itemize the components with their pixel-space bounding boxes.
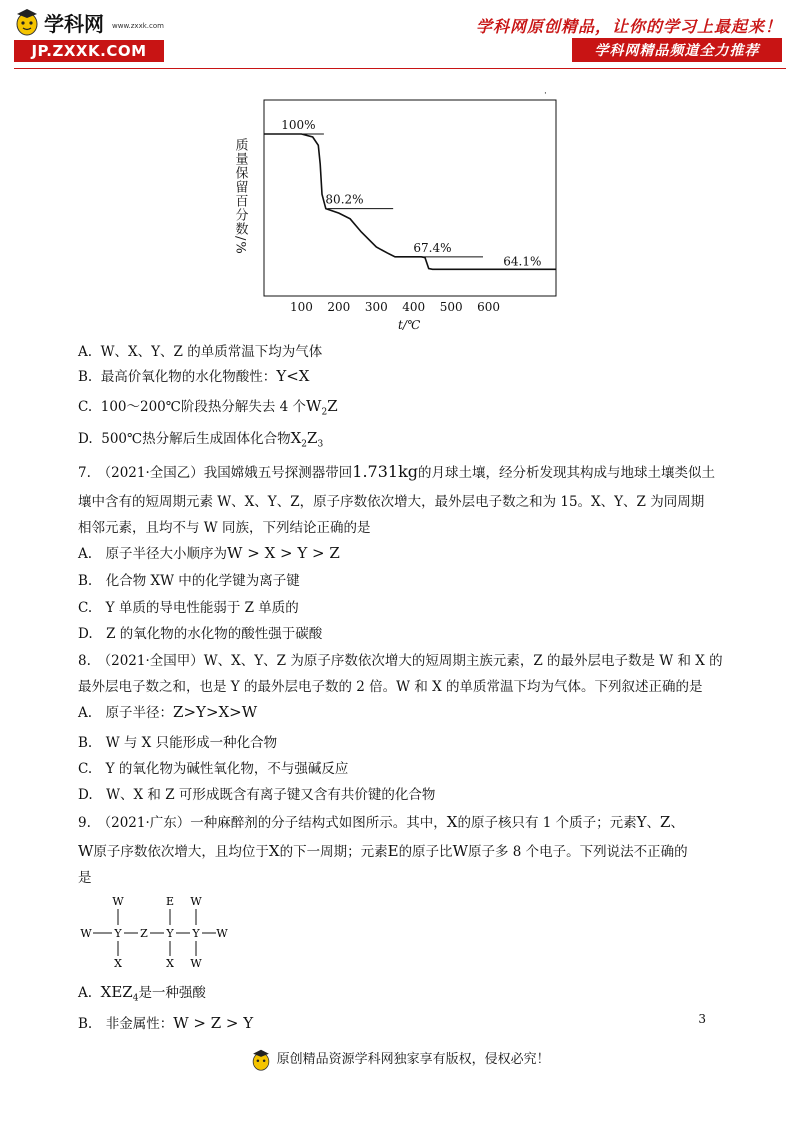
q7-option-d: D. Z 的氧化物的水化物的酸性强于碳酸 [78,626,323,642]
q6-option-c: C. 100～200℃阶段热分解失去 4 个$W_2Z$ [78,397,338,418]
site-logo [14,6,164,64]
atom: Z [140,927,148,940]
annotation-label: 67.4% [413,240,452,255]
q9-stem-line3: 是 [78,870,92,886]
atom: W [216,927,228,940]
q7-option-b: B. 化合物 XW 中的化学键为离子键 [78,573,300,589]
footer [0,1048,800,1071]
annotation-label: 64.1% [503,254,542,269]
mascot-icon [250,1049,272,1071]
q8-stem-line2: 最外层电子数之和，也是 Y 的最外层电子数的 2 倍。W 和 X 的单质常温下均为气体。下列叙述正确的是 [78,679,703,695]
q9-stem-line2: W原子序数依次增大，且均位于X的下一周期；元素E的原子比W原子多 8 个电子。下列说法不正确的 [78,842,688,860]
header-slogan: 学科网原创精品，让你的学习上最起来！ [475,17,782,36]
mascot-icon [14,8,40,36]
atom: W [80,927,92,940]
q7-stem-line1: 7. （2021·全国乙）我国嫦娥五号探测器带回1.731kg的月球土壤，经分析发现其构成与地球土壤类似土 [78,462,716,481]
series-line [264,134,556,269]
x-tick-label: 600 [477,300,501,314]
svg-text:·: · [544,89,547,99]
logo-subtext: www.zxxk.com [112,22,164,30]
q8-option-d: D. W、X 和 Z 可形成既含有离子键又含有共价键的化合物 [78,787,436,803]
atom: X [166,957,174,970]
q6-option-b: B. 最高价氧化物的水化物酸性：Y<X [78,367,310,385]
copyright-notice: 原创精品资源学科网独家享有版权，侵权必究！ [276,1052,550,1067]
thermogravimetric-chart [230,86,570,336]
chart-annotations [279,118,541,268]
chart-ylabel: 质量保留百分数/% [232,138,248,255]
q9-option-a: A. $XEZ_4$是一种强酸 [78,983,206,1004]
header-divider [14,68,786,69]
x-tick-label: 300 [364,300,388,314]
atom: X [114,957,122,970]
q6-option-a: A. W、X、Y、Z 的单质常温下均为气体 [78,344,323,360]
atom: W [190,957,202,970]
q8-option-a: A. 原子半径：Z>Y>X>W [78,703,258,721]
q8-stem-line1: 8. （2021·全国甲）W、X、Y、Z 为原子序数依次增大的短周期主族元素，Z 的最外层电子数是 W 和 X 的 [78,653,723,669]
page-number: 3 [698,1012,706,1026]
q7-option-a: A. 原子半径大小顺序为W > X > Y > Z [78,544,340,562]
header-banner: 学科网精品频道全力推荐 [572,38,782,62]
logo-text: 学科网 [44,11,104,36]
q8-option-b: B. W 与 X 只能形成一种化合物 [78,735,278,751]
atom: E [165,895,175,908]
atom: W [112,895,124,908]
x-tick-label: 100 [289,300,313,314]
atom: Y [166,927,174,940]
q7-stem-line2: 壤中含有的短周期元素 W、X、Y、Z，原子序数依次增大，最外层电子数之和为 15。X、Y、Z 为同周期 [78,494,705,510]
q7-option-c: C. Y 单质的导电性能弱于 Z 单质的 [78,600,299,616]
q8-option-c: C. Y 的氧化物为碱性氧化物，不与强碱反应 [78,761,349,777]
q9-option-b: B. 非金属性：W > Z > Y [78,1014,254,1032]
q9-stem-line1: 9. （2021·广东）一种麻醉剂的分子结构式如图所示。其中，X的原子核只有 1 个质子；元素Y、Z、 [78,813,684,831]
annotation-label: 80.2% [325,192,364,207]
atom: Y [114,927,122,940]
x-tick-label: 500 [439,300,463,314]
molecular-structure [78,892,248,972]
q7-stem-line3: 相邻元素，且均不与 W 同族，下列结论正确的是 [78,520,371,536]
atom: Y [192,927,200,940]
q6-option-d: D. 500℃热分解后生成固体化合物$X_2Z_3$ [78,429,324,450]
x-ticks [290,300,500,314]
annotation-label: 100% [281,118,316,132]
chart-xlabel: t/℃ [398,318,421,332]
logo-domain[interactable]: JP.ZXXK.COM [14,40,164,62]
x-tick-label: 200 [327,300,351,314]
atom: W [190,895,202,908]
x-tick-label: 400 [402,300,426,314]
